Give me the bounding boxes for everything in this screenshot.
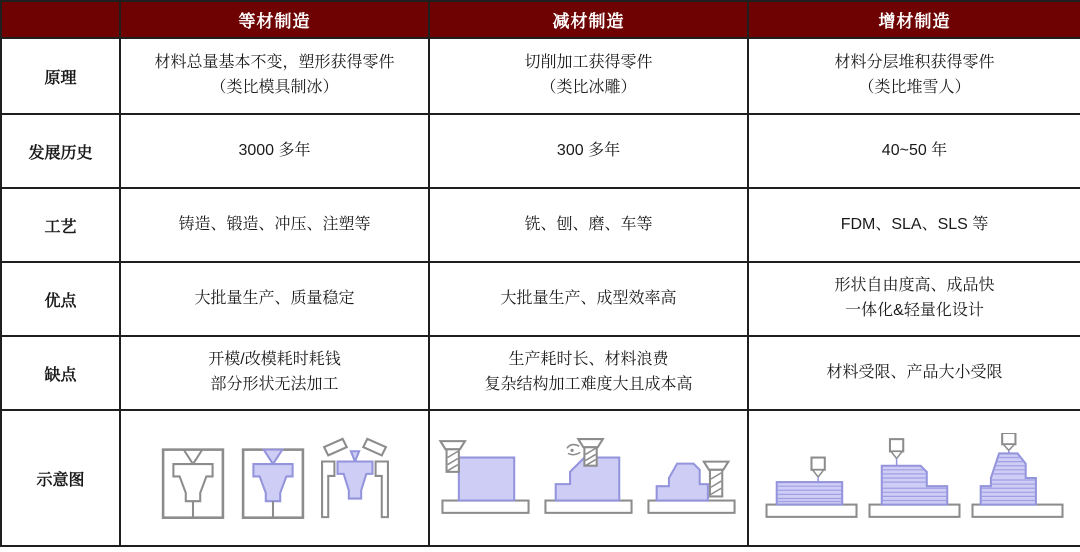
row-pros: [1, 262, 1080, 336]
cell-line: （类比堆雪人）: [858, 79, 971, 96]
mold-icons: [127, 433, 422, 523]
cell-cons-subtractive: [429, 336, 748, 410]
base-plate: [442, 501, 528, 513]
print-nozzle-icon: [812, 458, 825, 483]
additive-icons: [755, 433, 1074, 523]
cell-line: 材料总量基本不变，塑形获得零件: [154, 54, 395, 72]
molded-part: [350, 451, 358, 461]
opened-mold-with-part-icon: [320, 433, 390, 523]
cell-schematic-formative: [120, 410, 429, 546]
cell-principle-formative: [120, 38, 429, 114]
row-history: [1, 114, 1080, 188]
cutting-in-progress-icon: [541, 437, 636, 519]
cell-line: 形状自由度高、成品快: [834, 277, 995, 295]
cell-process-subtractive: 铣、刨、磨、车等: [429, 188, 748, 262]
cell-history-subtractive: 300 多年: [429, 114, 748, 188]
cell-schematic-additive: [748, 410, 1080, 546]
cell-line: 部分形状无法加工: [210, 376, 339, 393]
cell-line: （类比模具制冰）: [210, 79, 339, 96]
row-process: [1, 188, 1080, 262]
molded-part: [337, 462, 372, 499]
cell-pros-subtractive: 大批量生产、成型效率高: [429, 262, 748, 336]
cell-process-formative: 铸造、锻造、冲压、注塑等: [120, 188, 429, 262]
row-principle: [1, 38, 1080, 114]
cell-history-formative: 3000 多年: [120, 114, 429, 188]
cell-cons-formative: [120, 336, 429, 410]
partial-build-with-nozzle-icon: [867, 433, 962, 523]
build-plate: [870, 505, 960, 517]
base-plate: [648, 501, 734, 513]
base-plate: [545, 501, 631, 513]
row-label-history: 发展历史: [1, 114, 120, 188]
cell-pros-additive: [748, 262, 1080, 336]
row-label-schematic: 示意图: [1, 410, 120, 546]
printed-layers: [882, 466, 947, 505]
cell-cons-additive: 材料受限、产品大小受限: [748, 336, 1080, 410]
raw-block: [459, 458, 514, 501]
cell-line: 材料分层堆积获得零件: [834, 54, 995, 72]
print-nozzle-icon: [890, 439, 903, 466]
row-schematic: [1, 410, 1080, 546]
row-label-cons: 缺点: [1, 336, 120, 410]
filled-mold-icon: [240, 435, 306, 522]
row-label-process: 工艺: [1, 188, 120, 262]
closed-empty-mold-icon: [160, 435, 226, 522]
header-additive: 增材制造: [748, 1, 1080, 38]
print-nozzle-icon: [1002, 433, 1015, 453]
cell-history-additive: 40~50 年: [748, 114, 1080, 188]
row-label-pros: 优点: [1, 262, 120, 336]
subtractive-icons: [436, 437, 741, 519]
cell-line: 切削加工获得零件: [524, 54, 653, 72]
chips: [567, 445, 580, 455]
cell-line: 复杂结构加工难度大且成本高: [484, 376, 693, 393]
finished-part-with-cutter-icon: [644, 437, 739, 519]
build-plate: [767, 505, 857, 517]
cell-principle-subtractive: [429, 38, 748, 114]
row-cons: [1, 336, 1080, 410]
cell-line: 一体化&轻量化设计: [845, 302, 984, 319]
cell-line: （类比冰雕）: [540, 79, 637, 96]
cell-pros-formative: 大批量生产、质量稳定: [120, 262, 429, 336]
header-row: [1, 1, 1080, 38]
cell-line: 生产耗时长、材料浪费: [508, 351, 669, 369]
cell-schematic-subtractive: [429, 410, 748, 546]
cell-line: 开模/改模耗时耗钱: [208, 351, 341, 369]
build-plate: [973, 505, 1063, 517]
header-corner-cell: [1, 1, 120, 38]
cell-process-additive: FDM、SLA、SLS 等: [748, 188, 1080, 262]
raw-block-with-cutter-icon: [438, 437, 533, 519]
first-layers-with-nozzle-icon: [764, 433, 859, 523]
row-label-principle: 原理: [1, 38, 120, 114]
finished-part: [657, 464, 708, 501]
header-formative: 等材制造: [120, 1, 429, 38]
cell-principle-additive: [748, 38, 1080, 114]
finished-build-with-nozzle-icon: [970, 433, 1065, 523]
header-subtractive: 减材制造: [429, 1, 748, 38]
